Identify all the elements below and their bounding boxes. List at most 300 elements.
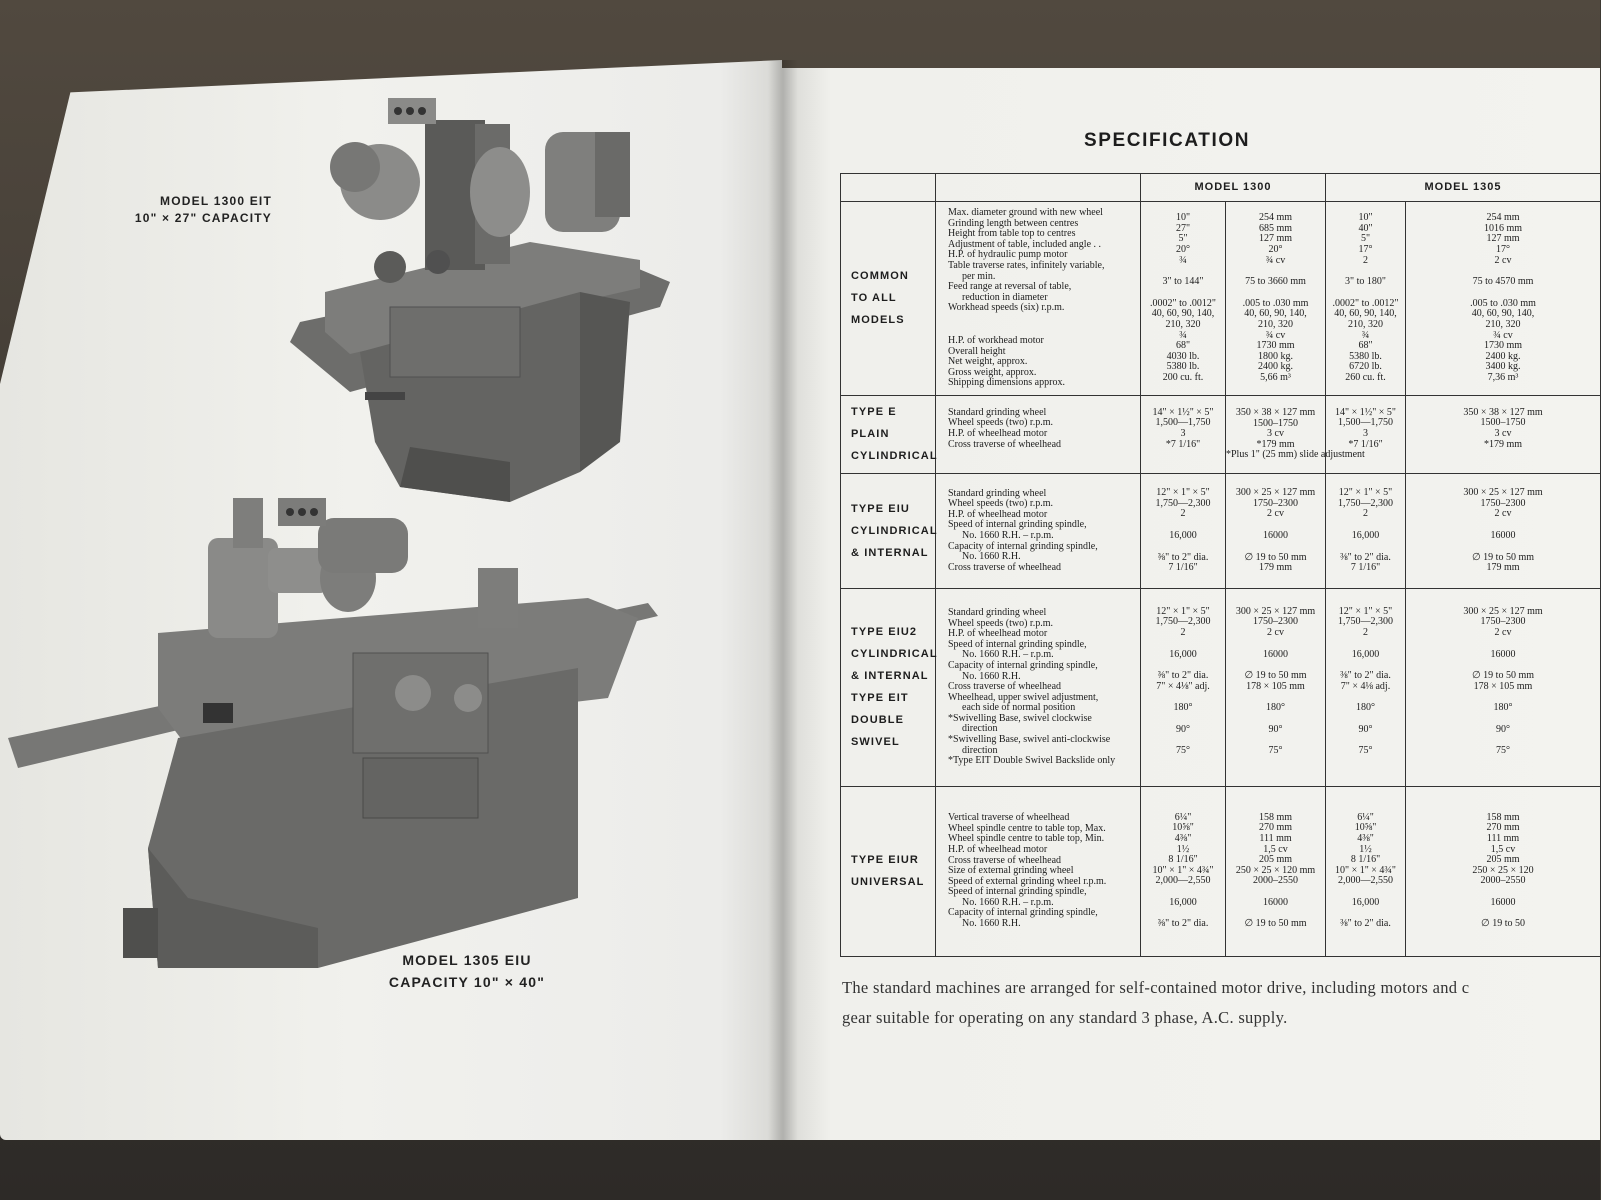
spec-value: ⅜" to 2" dia. — [1340, 551, 1391, 563]
values-1305-metric-type-e — [1406, 395, 1601, 473]
spec-value: 205 mm — [1258, 854, 1293, 866]
spec-value-spacer — [1406, 639, 1600, 650]
spec-item: Height from table top to centres — [948, 228, 1076, 240]
spec-value: 5380 lb. — [1166, 361, 1200, 373]
spec-value: 7,36 m³ — [1487, 372, 1519, 384]
spec-value: 16,000 — [1169, 648, 1197, 660]
spec-value: 2000–2550 — [1253, 875, 1298, 887]
spec-value: 685 mm — [1258, 222, 1293, 234]
section-items-type-eiu2 — [936, 588, 1141, 786]
spec-value: ⅜" to 2" dia. — [1340, 670, 1391, 682]
spec-value: ⅜" to 2" dia. — [1340, 918, 1391, 930]
spec-value: 2 — [1363, 254, 1368, 266]
spec-item: Standard grinding wheel — [948, 487, 1047, 499]
caption-model-1300-line-1: MODEL 1300 EIT — [160, 194, 272, 208]
spec-value: 2400 kg. — [1485, 350, 1521, 362]
footer-paragraph — [842, 973, 1598, 1033]
header-blank-2 — [936, 174, 1141, 202]
spec-value-spacer — [1141, 542, 1225, 553]
section-items-common — [936, 202, 1141, 396]
spec-item: Overall height — [948, 345, 1006, 357]
spec-value: 200 cu. ft. — [1162, 372, 1204, 384]
spec-item: H.P. of wheelhead motor — [948, 628, 1048, 640]
spec-value: 300 × 25 × 127 mm — [1463, 605, 1543, 617]
spec-item: No. 1660 R.H. – r.p.m. — [962, 649, 1054, 661]
spec-item: Adjustment of table, included angle . . — [948, 238, 1102, 250]
spec-value: 1,500—1,750 — [1155, 417, 1211, 429]
spec-value: 40, 60, 90, 140, — [1471, 308, 1535, 320]
specification-title: SPECIFICATION — [1083, 130, 1251, 151]
spec-value: 12" × 1" × 5" — [1338, 487, 1393, 499]
values-1305-metric-type-eiur — [1406, 786, 1601, 956]
spec-value: 1750–2300 — [1480, 616, 1526, 628]
spec-value: 3 cv — [1267, 428, 1284, 440]
spec-value: 254 mm — [1258, 212, 1293, 224]
spec-item: Speed of internal grinding spindle, — [948, 519, 1087, 531]
values-1305-imperial-type-eiur — [1326, 786, 1406, 956]
spec-value: 14" × 1½" × 5" — [1334, 406, 1397, 418]
spec-value: 3 — [1180, 427, 1186, 439]
spec-value: 10" × 1" × 4¾" — [1152, 864, 1214, 876]
footnote-slide-adjustment: *Plus 1" (25 mm) slide adjustment — [1226, 449, 1365, 461]
spec-value: 250 × 25 × 120 — [1472, 864, 1534, 876]
book-gutter — [768, 60, 798, 1140]
spec-value: ⅜" to 2" dia. — [1157, 918, 1209, 930]
spec-item: Feed range at reversal of table, — [948, 281, 1072, 293]
caption-model-1300-line-2: 10" × 27" CAPACITY — [134, 211, 272, 225]
spec-value: ⅜" to 2" dia. — [1157, 670, 1209, 682]
spec-value-spacer — [1141, 757, 1225, 768]
spec-value: 300 × 25 × 127 mm — [1235, 605, 1316, 617]
spec-item: Gross weight, approx. — [948, 366, 1037, 378]
spec-value: 6¼" — [1357, 811, 1374, 823]
section-name-line: & INTERNAL — [851, 670, 929, 683]
spec-value: 210, 320 — [1165, 319, 1201, 331]
section-name-line: CYLINDRICAL — [851, 524, 938, 537]
values-1305-metric-type-eiu2 — [1406, 588, 1601, 786]
spec-value: 16,000 — [1351, 896, 1380, 908]
spec-item: Capacity of internal grinding spindle, — [948, 907, 1098, 919]
spec-item: Cross traverse of wheelhead — [948, 438, 1062, 450]
spec-value: 180° — [1356, 702, 1375, 714]
spec-value: 16000 — [1263, 896, 1288, 908]
spec-item: Wheel spindle centre to table top, Max. — [948, 822, 1106, 834]
spec-item: Net weight, approx. — [948, 356, 1028, 368]
spec-value-spacer — [1406, 450, 1600, 461]
spec-value: 40, 60, 90, 140, — [1334, 308, 1397, 320]
section-name-line: PLAIN — [851, 428, 890, 441]
spec-value: 1730 mm — [1483, 340, 1523, 352]
spec-item: H.P. of wheelhead motor — [948, 843, 1048, 855]
values-1305-imperial-type-e — [1326, 395, 1406, 473]
spec-item: Standard grinding wheel — [948, 606, 1047, 618]
spec-item: *Swivelling Base, swivel anti-clockwise — [948, 734, 1111, 746]
spec-item: No. 1660 R.H. — [962, 918, 1021, 930]
spec-value: *179 mm — [1256, 438, 1295, 450]
values-1300-metric-type-eiu — [1226, 473, 1326, 588]
spec-value: ¾ cv — [1493, 329, 1513, 341]
spec-item: Cross traverse of wheelhead — [948, 854, 1062, 866]
spec-value: 254 mm — [1486, 212, 1520, 224]
spec-value: ¾ cv — [1265, 329, 1286, 341]
spec-item: Cross traverse of wheelhead — [948, 561, 1062, 573]
section-name-line: TYPE EIU2 — [851, 626, 918, 639]
spec-value: 300 × 25 × 127 mm — [1235, 487, 1316, 499]
specification-table — [840, 173, 1601, 957]
spec-item: Grinding length between centres — [948, 217, 1079, 229]
spec-value: 205 mm — [1486, 854, 1520, 866]
spec-item: reduction in diameter — [962, 291, 1048, 303]
spec-value: 210, 320 — [1485, 319, 1521, 331]
spec-value: 10" × 1" × 4¾" — [1334, 864, 1397, 876]
header-model-1300: MODEL 1300 — [1141, 174, 1326, 202]
spec-value: ∅ 19 to 50 mm — [1471, 670, 1535, 682]
spec-value-spacer — [1226, 542, 1325, 553]
spec-item: per min. — [962, 270, 996, 282]
spec-value: 3 cv — [1494, 427, 1512, 439]
spec-value: 4⅜" — [1357, 832, 1374, 844]
spec-value: 16,000 — [1169, 896, 1197, 908]
spec-value: 7" × 4⅛" adj. — [1156, 680, 1210, 692]
spec-value: 90° — [1358, 723, 1373, 735]
spec-value: 40, 60, 90, 140, — [1151, 308, 1215, 320]
spec-item: direction — [962, 744, 998, 756]
spec-value: 2400 kg. — [1258, 361, 1293, 373]
spec-value: 158 mm — [1258, 811, 1293, 823]
spec-value-spacer — [1141, 639, 1225, 650]
spec-value: ∅ 19 to 50 — [1481, 918, 1525, 930]
section-common-row — [841, 202, 1601, 396]
spec-value: *179 mm — [1483, 438, 1523, 450]
spec-value: 1500–1750 — [1480, 417, 1526, 429]
spec-value: ⅜" to 2" dia. — [1157, 551, 1209, 563]
spec-value: 179 mm — [1486, 562, 1520, 574]
spec-value: 75 to 4570 mm — [1472, 276, 1534, 288]
spec-value: 1,750—2,300 — [1155, 616, 1211, 628]
spec-value: 20° — [1176, 244, 1190, 256]
spec-value: 90° — [1496, 723, 1510, 735]
section-name-line: TYPE E — [851, 406, 897, 419]
spec-value: 12" × 1" × 5" — [1156, 487, 1210, 499]
spec-value: 90° — [1176, 723, 1190, 735]
section-name-type-eiu2 — [841, 588, 936, 786]
section-name-common — [841, 202, 936, 396]
spec-value: 350 × 38 × 127 mm — [1463, 406, 1543, 418]
spec-value: ∅ 19 to 50 mm — [1244, 918, 1307, 930]
spec-item: Wheelhead, upper swivel adjustment, — [948, 691, 1099, 703]
spec-value: 3 — [1363, 427, 1368, 439]
spec-value: ¾ — [1179, 254, 1187, 266]
section-name-line: MODELS — [851, 314, 905, 327]
spec-value: 5" — [1178, 233, 1188, 245]
spec-value: 250 × 25 × 120 mm — [1235, 864, 1316, 876]
spec-value: 8 1/16" — [1168, 854, 1198, 866]
section-name-line: COMMON — [851, 270, 909, 283]
spec-value: 3" to 144" — [1162, 276, 1204, 288]
spec-value: 10" — [1358, 212, 1373, 224]
spec-value: 1750–2300 — [1253, 616, 1298, 628]
header-blank-1 — [841, 174, 936, 202]
section-type-eiur-row — [841, 786, 1601, 956]
spec-value: 27" — [1175, 222, 1191, 234]
values-1305-imperial-type-eiu2 — [1326, 588, 1406, 786]
spec-value: 17° — [1358, 244, 1373, 256]
section-name-type-eiu — [841, 473, 936, 588]
spec-value-spacer — [1226, 757, 1325, 768]
values-1305-metric-type-eiu — [1406, 473, 1601, 588]
spec-value: 40, 60, 90, 140, — [1244, 308, 1307, 320]
section-name-line: TO ALL — [851, 292, 897, 305]
spec-item: Standard grinding wheel — [948, 406, 1047, 418]
spec-value: 6¼" — [1174, 811, 1192, 823]
spec-value: 12" × 1" × 5" — [1338, 605, 1393, 617]
spec-value: 178 × 105 mm — [1473, 680, 1533, 692]
spec-value: 1,5 cv — [1263, 843, 1288, 855]
spec-value: ∅ 19 to 50 mm — [1244, 670, 1307, 682]
spec-value: 75° — [1176, 745, 1190, 757]
spec-value: 270 mm — [1486, 822, 1520, 834]
spec-value: 2 cv — [1494, 254, 1512, 266]
spec-value: 1½ — [1176, 843, 1190, 855]
spec-item: Speed of internal grinding spindle, — [948, 638, 1087, 650]
values-1300-imperial-type-eiu2 — [1141, 588, 1226, 786]
spec-value: 1730 mm — [1256, 340, 1295, 352]
spec-item: Wheel speeds (two) r.p.m. — [948, 498, 1053, 510]
spec-value: 270 mm — [1258, 822, 1293, 834]
spec-value: 1½ — [1359, 843, 1372, 855]
spec-value: *7 1/16" — [1348, 438, 1383, 450]
spec-value-spacer — [1406, 542, 1600, 553]
spec-value: 180° — [1493, 702, 1513, 714]
spec-value: 5380 lb. — [1349, 350, 1382, 362]
caption-model-1305-line-2: CAPACITY 10" × 40" — [388, 974, 546, 990]
spec-value-spacer — [1326, 542, 1405, 553]
spec-value: 158 mm — [1486, 811, 1520, 823]
spec-value: 2 cv — [1267, 508, 1284, 520]
spec-item: Capacity of internal grinding spindle, — [948, 540, 1098, 552]
spec-value: 10⅝" — [1172, 822, 1194, 834]
spec-value: 2 cv — [1494, 626, 1512, 638]
caption-model-1305-line-1: MODEL 1305 EIU — [402, 952, 532, 968]
spec-item: Wheel speeds (two) r.p.m. — [948, 617, 1053, 629]
spec-item: No. 1660 R.H. — [962, 670, 1021, 682]
spec-value: ¾ cv — [1265, 254, 1286, 266]
spec-value: 1016 mm — [1483, 222, 1523, 234]
spec-item: Speed of internal grinding spindle, — [948, 886, 1087, 898]
section-name-line: TYPE EIUR — [851, 854, 919, 867]
section-items-type-eiu — [936, 473, 1141, 588]
footer-line-1: The standard machines are arranged for self-contained motor drive, including motors and c — [842, 978, 1470, 997]
spec-item: direction — [962, 723, 998, 735]
spec-item: Table traverse rates, infinitely variable, — [948, 259, 1105, 271]
spec-value: 2 — [1363, 508, 1368, 520]
spec-value: 1750–2300 — [1253, 497, 1298, 509]
spec-value: 10⅝" — [1354, 822, 1377, 834]
spec-value: 1,750—2,300 — [1338, 616, 1393, 628]
spec-value: 1750–2300 — [1480, 497, 1526, 509]
spec-value: 2 cv — [1267, 626, 1284, 638]
spec-value: 4030 lb. — [1166, 350, 1200, 362]
spec-value: .005 to .030 mm — [1242, 297, 1309, 309]
spec-value-spacer — [1141, 450, 1225, 461]
spec-item-spacer — [948, 450, 1140, 461]
spec-value: 68" — [1358, 340, 1373, 352]
spec-value: 16,000 — [1351, 529, 1380, 541]
spec-value: 2,000—2,550 — [1155, 875, 1211, 887]
spec-item: Size of external grinding wheel — [948, 865, 1074, 877]
section-type-eiu-row — [841, 473, 1601, 588]
spec-value: 111 mm — [1259, 832, 1292, 844]
spec-item: Wheel spindle centre to table top, Min. — [948, 833, 1105, 845]
values-1305-imperial-common — [1326, 202, 1406, 396]
spec-value: 14" × 1½" × 5" — [1152, 406, 1214, 418]
spec-value-spacer — [1326, 639, 1405, 650]
values-1300-imperial-type-eiu — [1141, 473, 1226, 588]
spec-value: .0002" to .0012" — [1150, 297, 1216, 309]
values-1300-metric-type-eiu2 — [1226, 588, 1326, 786]
spec-item: Workhead speeds (six) r.p.m. — [948, 302, 1065, 314]
section-name-line: UNIVERSAL — [851, 876, 925, 889]
spec-value: 16000 — [1490, 896, 1516, 908]
spec-value: 210, 320 — [1258, 319, 1293, 331]
section-name-line: SWIVEL — [851, 736, 900, 749]
section-name-line: CYLINDRICAL — [851, 450, 938, 463]
spec-item: H.P. of wheelhead motor — [948, 508, 1048, 520]
spec-item: No. 1660 R.H. – r.p.m. — [962, 896, 1054, 908]
values-1305-imperial-type-eiu — [1326, 473, 1406, 588]
spec-value: 16,000 — [1351, 648, 1380, 660]
spec-value-spacer — [1326, 757, 1405, 768]
spec-value: 2 cv — [1494, 508, 1512, 520]
values-1300-imperial-type-eiur — [1141, 786, 1226, 956]
spec-value: 127 mm — [1486, 233, 1520, 245]
spec-item: Vertical traverse of wheelhead — [948, 812, 1070, 824]
spec-value: 2 — [1180, 626, 1186, 638]
spec-value: 5" — [1360, 233, 1371, 245]
machine-1300-photo — [280, 92, 680, 512]
section-name-line: CYLINDRICAL — [851, 648, 938, 661]
machine-1305-photo — [8, 498, 668, 998]
spec-value: 1,5 cv — [1490, 843, 1516, 855]
spec-item: Shipping dimensions approx. — [948, 377, 1065, 389]
spec-value: 350 × 38 × 127 mm — [1235, 406, 1316, 418]
section-type-eiu2-row — [841, 588, 1601, 786]
caption-model-1300 — [130, 193, 272, 227]
spec-item: No. 1660 R.H. — [962, 551, 1021, 563]
spec-value: 16,000 — [1169, 529, 1197, 541]
spec-value: 1800 kg. — [1258, 350, 1293, 362]
spec-value: 75 to 3660 mm — [1245, 276, 1306, 288]
spec-value: 7 1/16" — [1168, 562, 1198, 574]
spec-value-spacer — [1226, 639, 1325, 650]
spec-value: 75° — [1496, 745, 1510, 757]
spec-value: 111 mm — [1486, 832, 1520, 844]
spec-value: 16000 — [1263, 648, 1288, 660]
spec-item: H.P. of workhead motor — [948, 334, 1044, 346]
spec-value: 2 — [1180, 508, 1186, 520]
spec-item: No. 1660 R.H. – r.p.m. — [962, 529, 1054, 541]
spec-value: 10" — [1175, 212, 1191, 224]
section-name-line: TYPE EIT — [851, 692, 909, 705]
spec-value: 1,500—1,750 — [1338, 417, 1393, 429]
spec-item: each side of normal position — [962, 702, 1076, 714]
values-1300-metric-common — [1226, 202, 1326, 396]
spec-item: H.P. of hydraulic pump motor — [948, 249, 1068, 261]
spec-value: 7 1/16" — [1350, 562, 1381, 574]
spec-value: 68" — [1175, 340, 1191, 352]
section-items-type-eiur — [936, 786, 1141, 956]
spec-item: Capacity of internal grinding spindle, — [948, 659, 1098, 671]
spec-value: .005 to .030 mm — [1470, 297, 1536, 309]
spec-value: 210, 320 — [1348, 319, 1383, 331]
spec-value: 4⅜" — [1174, 832, 1192, 844]
spec-value: 7" × 4⅛ adj. — [1340, 680, 1391, 692]
spec-item: H.P. of wheelhead motor — [948, 427, 1048, 439]
spec-value: 2000–2550 — [1480, 875, 1526, 887]
spec-value: 179 mm — [1258, 562, 1293, 574]
section-name-line: & INTERNAL — [851, 546, 929, 559]
spec-value: 300 × 25 × 127 mm — [1463, 487, 1543, 499]
spec-item: *Type EIT Double Swivel Backslide only — [948, 755, 1116, 767]
section-items-type-e — [936, 395, 1141, 473]
spec-value: 260 cu. ft. — [1345, 372, 1386, 384]
spec-value: 17° — [1496, 244, 1510, 256]
footer-line-2: gear suitable for operating on any standard 3 phase, A.C. supply. — [842, 1008, 1288, 1027]
values-1300-imperial-common — [1141, 202, 1226, 396]
values-1300-metric-type-e — [1226, 395, 1365, 473]
spec-value: 16000 — [1490, 648, 1516, 660]
spec-value: 75° — [1358, 745, 1373, 757]
spec-value: 5,66 m³ — [1260, 372, 1291, 384]
spec-value: ∅ 19 to 50 mm — [1244, 551, 1307, 563]
spec-value: 16000 — [1263, 529, 1288, 541]
spec-value-spacer — [1406, 757, 1600, 768]
spec-value: 75° — [1268, 745, 1283, 757]
spec-value: 180° — [1266, 702, 1285, 714]
spec-value: 6720 lb. — [1349, 361, 1382, 373]
spec-item: Speed of external grinding wheel r.p.m. — [948, 875, 1107, 887]
spec-value: 3" to 180" — [1345, 276, 1386, 288]
spec-value: ¾ — [1361, 329, 1370, 341]
spec-item-spacer — [948, 314, 1140, 325]
header-model-1305: MODEL 1305 — [1326, 174, 1601, 202]
values-1305-metric-common — [1406, 202, 1601, 396]
spec-item: Wheel speeds (two) r.p.m. — [948, 417, 1053, 429]
spec-value: 1,750—2,300 — [1338, 497, 1393, 509]
spec-value: 12" × 1" × 5" — [1156, 605, 1210, 617]
spec-value: 8 1/16" — [1350, 854, 1381, 866]
values-1300-metric-type-eiur — [1226, 786, 1326, 956]
spec-value: 2,000—2,550 — [1338, 875, 1393, 887]
spec-value: 20° — [1268, 244, 1283, 256]
spec-value: 40" — [1358, 222, 1373, 234]
section-type-e-row — [841, 395, 1601, 473]
spec-value: ¾ — [1179, 329, 1187, 341]
section-name-type-eiur — [841, 786, 936, 956]
table-header-row — [841, 174, 1601, 202]
spec-value: 1500–1750 — [1253, 417, 1298, 429]
section-name-line: TYPE EIU — [851, 502, 910, 515]
spec-value: 1,750—2,300 — [1155, 497, 1211, 509]
section-name-line: DOUBLE — [851, 714, 905, 727]
spec-value: *7 1/16" — [1165, 438, 1201, 450]
spec-value: 16000 — [1490, 529, 1516, 541]
spec-value: 178 × 105 mm — [1246, 680, 1305, 692]
spec-value: 3400 kg. — [1485, 361, 1521, 373]
spec-item: Max. diameter ground with new wheel — [948, 207, 1103, 218]
spec-value: 180° — [1173, 702, 1193, 714]
spec-value: 127 mm — [1258, 233, 1293, 245]
